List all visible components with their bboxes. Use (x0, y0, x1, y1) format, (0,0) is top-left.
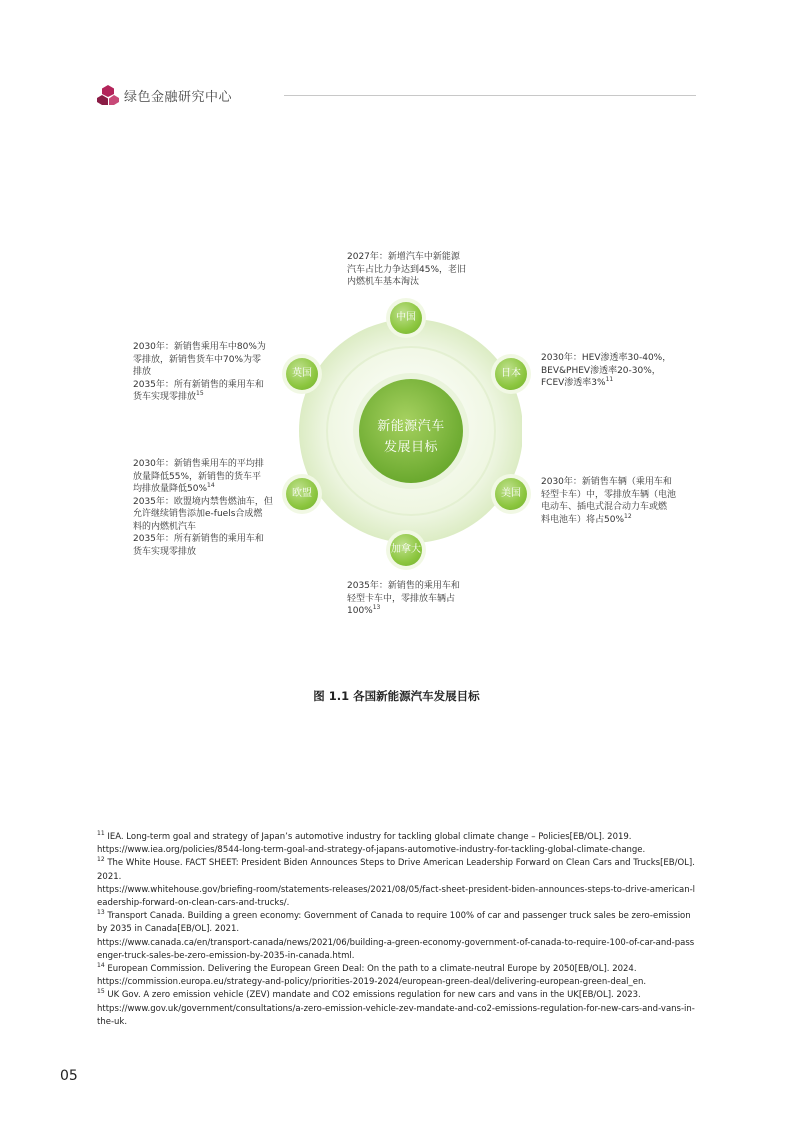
footnote-number: 11 (97, 830, 105, 838)
annotation-usa (541, 476, 691, 526)
annotation-eu (133, 458, 283, 558)
annotation-uk-text: 2030年：新销售乘用车中80%为 零排放，新销售货车中70%为零 排放 2035年：所有新销售的乘用车和 货车实现零排放 (133, 342, 266, 402)
footnotes (97, 831, 697, 1029)
footnote-14 (97, 963, 697, 976)
footnote-number: 12 (97, 856, 105, 864)
footnote-14-url: https://commission.europa.eu/strategy-and-policy/priorities-2019-2024/european-green-deal/delivering-european-green-deal_en. (97, 977, 647, 988)
annotation-canada-ref: 13 (372, 604, 381, 611)
node-uk: 英国 (286, 358, 318, 390)
page-number: 05 (60, 1068, 78, 1084)
annotation-eu-text-2: 2035年：欧盟境内禁售燃油车，但 允许继续销售添加e-fuels合成燃 料的内燃机汽车 2035年：所有新销售的乘用车和 货车实现零排放 (133, 496, 273, 557)
footnote-text: UK Gov. A zero emission vehicle (ZEV) mandate and CO2 emissions regulation for new cars and vans in the UK[EB/OL]. 2023. (107, 990, 641, 1001)
footnote-text: IEA. Long-term goal and strategy of Japan’s automotive industry for tackling global climate change – Policies[EB/OL]. 2019. (107, 832, 632, 842)
footnote-12 (97, 857, 697, 883)
footnote-number: 15 (97, 988, 105, 996)
footnote-11 (97, 831, 697, 844)
footnote-15 (97, 989, 697, 1002)
node-japan: 日本 (495, 358, 527, 390)
annotation-japan (541, 352, 691, 390)
footnote-text: Transport Canada. Building a green economy: Government of Canada to require 100% of car and passenger truck sales be zero-emission by 2035 in Canada[EB/OL]. 2021. (97, 911, 691, 935)
annotation-uk-ref: 15 (196, 390, 204, 397)
center-line-2: 发展目标 (383, 440, 438, 455)
annotation-china: 2027年：新增汽车中新能源 汽车占比力争达到45%，老旧 内燃机车基本淘汰 (347, 252, 467, 287)
annotation-eu-text-1: 2030年：新销售乘用车的平均排 放量降低55%，新销售的货车平 均排放量降低50% (133, 459, 264, 494)
annotation-usa-ref: 12 (624, 512, 632, 520)
annotation-japan-text: 2030年：HEV渗透率30-40%， BEV&PHEV渗透率20-30%， FCEV渗透率3% (541, 353, 672, 388)
footnote-15-url: https://www.gov.uk/government/consultations/a-zero-emission-vehicle-zev-mandate-and-co2-emissions-regulation-for-new-cars-and-vans-in-the-uk. (97, 1003, 695, 1027)
footnote-number: 14 (97, 962, 105, 970)
footnote-11-url: https://www.iea.org/policies/8544-long-term-goal-and-strategy-of-japans-automotive-industry-for-tackling-global-climate-change. (97, 845, 646, 856)
annotation-canada-text: 2035年：新销售的乘用车和 轻型卡车中，零排放车辆占 100% (347, 581, 460, 616)
diagram-center-label (356, 416, 466, 458)
footnote-text: European Commission. Delivering the European Green Deal: On the path to a climate-neutral Europe by 2050[EB/OL]. 2024. (107, 964, 637, 975)
annotation-eu-ref: 14 (207, 482, 215, 489)
annotation-uk (133, 341, 283, 404)
header-divider (284, 95, 696, 96)
footnote-number: 13 (97, 909, 105, 917)
figure-caption: 图 1.1 各国新能源汽车发展目标 (313, 689, 480, 703)
footnote-12-url: https://www.whitehouse.gov/briefing-room/statements-releases/2021/08/05/fact-sheet-president-biden-announces-steps-to-drive-american-leadership-forward-on-clean-cars-and-trucks/. (97, 884, 696, 909)
annotation-usa-text: 2030年：新销售车辆（乘用车和 轻型卡车）中，零排放车辆（电池 电动车、插电式混合动力车或燃 料电池车）将占50% (541, 477, 677, 525)
footnote-13-url: https://www.canada.ca/en/transport-canada/news/2021/06/building-a-green-economy-government-of-canada-to-require-100-of-car-and-passenger-truck-sales-be-zero-emission-by-2035-in-canada.html. (97, 937, 695, 961)
org-name: 绿色金融研究中心 (124, 90, 233, 105)
footnote-text: The White House. FACT SHEET: President Biden Announces Steps to Drive American Leadership Forward on Clean Cars and Trucks[EB/OL]. 2021. (97, 858, 695, 882)
node-canada: 加拿大 (390, 534, 422, 566)
node-eu: 欧盟 (286, 478, 318, 510)
brand-logo-icon (97, 84, 119, 106)
node-china: 中国 (390, 302, 422, 334)
node-usa: 美国 (495, 478, 527, 510)
footnote-13 (97, 910, 697, 936)
center-line-1: 新能源汽车 (377, 419, 445, 434)
annotation-canada (347, 580, 497, 618)
annotation-japan-ref: 11 (605, 376, 614, 383)
